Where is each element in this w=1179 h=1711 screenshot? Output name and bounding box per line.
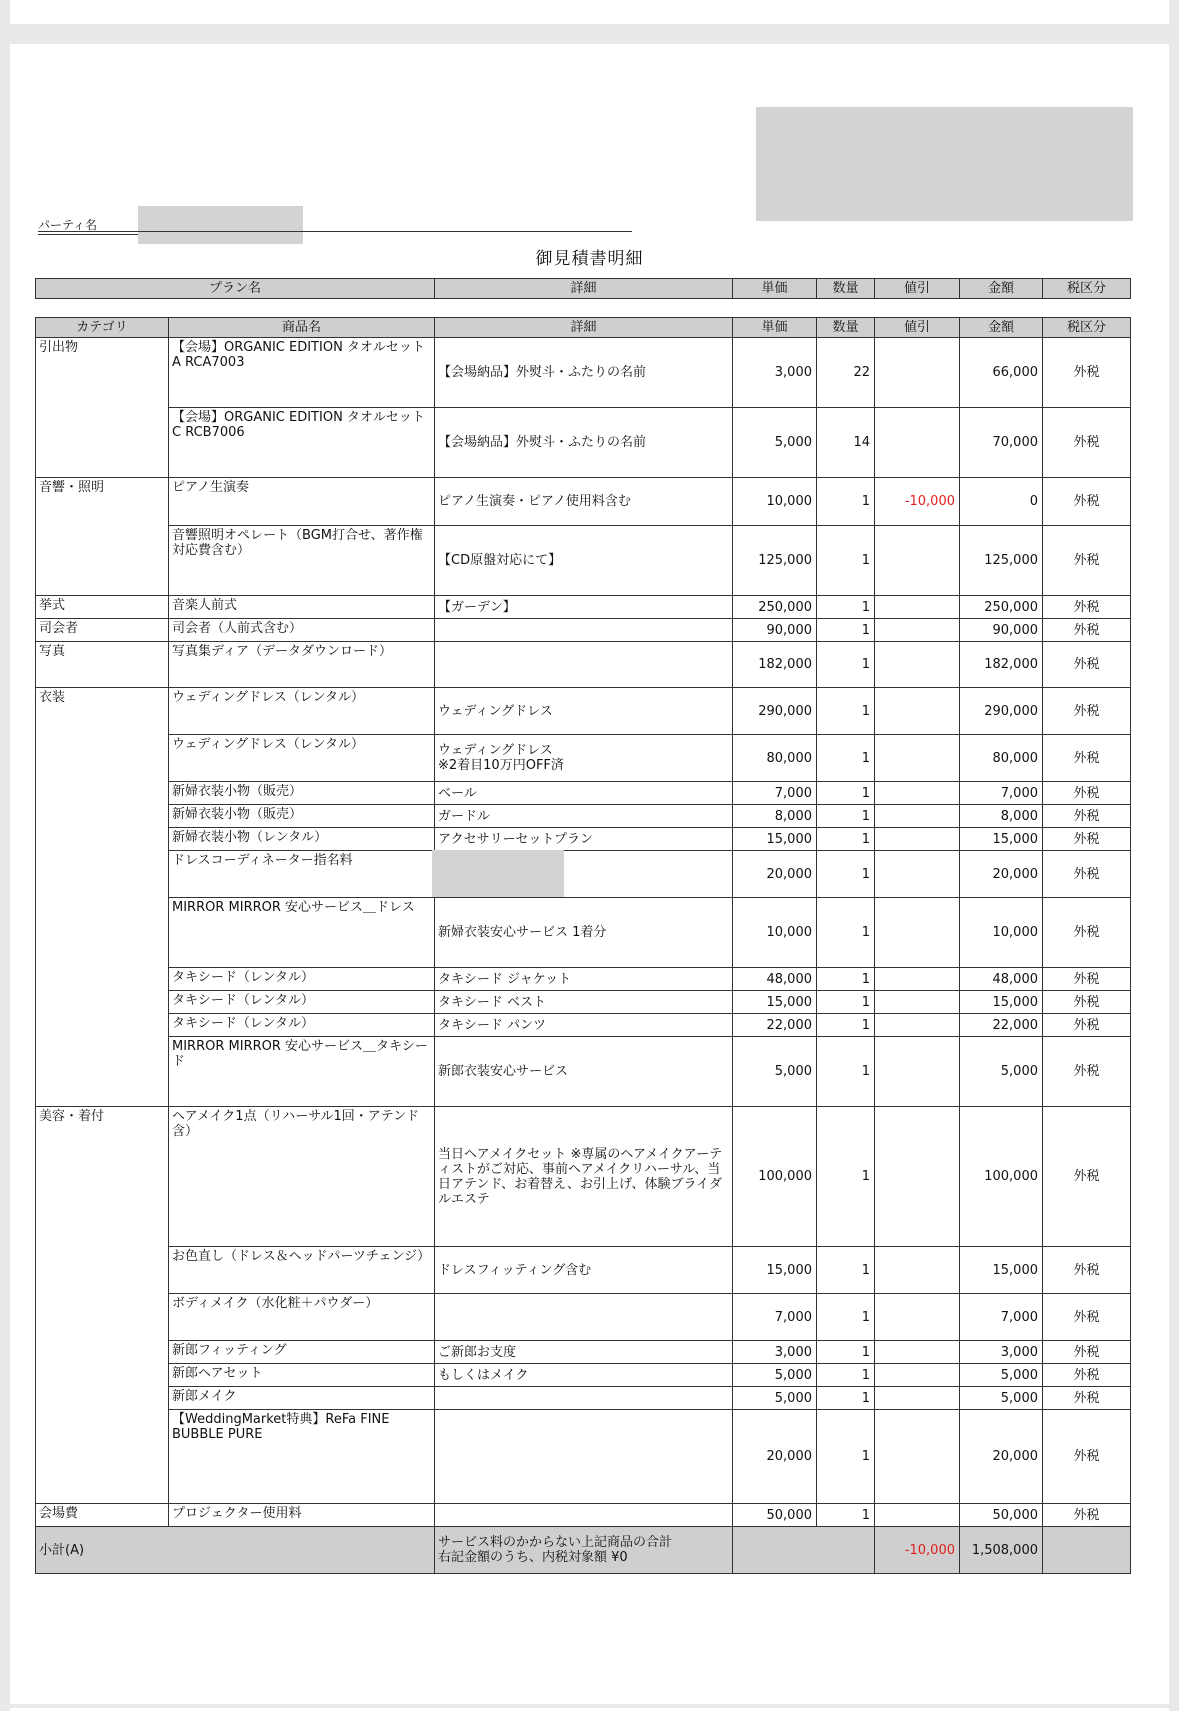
item-name-cell: MIRROR MIRROR 安心サービス＿タキシード xyxy=(169,1037,435,1107)
subtotal-empty-cell xyxy=(733,1527,875,1574)
table-row xyxy=(36,991,1131,1014)
tax-type-cell: 外税 xyxy=(1043,1247,1131,1294)
unit-price-cell: 5,000 xyxy=(733,1364,817,1387)
quantity-cell: 1 xyxy=(817,968,875,991)
category-cell: 挙式 xyxy=(36,596,169,619)
plan-header-cell: 金額 xyxy=(960,279,1043,299)
detail-cell: 【会場納品】外熨斗・ふたりの名前 xyxy=(435,408,733,478)
tax-type-cell: 外税 xyxy=(1043,1364,1131,1387)
detail-cell xyxy=(435,1294,733,1341)
amount-cell: 125,000 xyxy=(960,526,1043,596)
unit-price-cell: 15,000 xyxy=(733,991,817,1014)
item-name-cell: タキシード（レンタル） xyxy=(169,1014,435,1037)
quantity-cell: 22 xyxy=(817,338,875,408)
discount-cell xyxy=(875,642,960,688)
detail-cell xyxy=(435,1410,733,1504)
unit-price-cell: 3,000 xyxy=(733,338,817,408)
discount-cell xyxy=(875,1294,960,1341)
table-row xyxy=(36,1037,1131,1107)
detail-cell: ウェディングドレス ※2着目10万円OFF済 xyxy=(435,735,733,782)
tax-type-cell: 外税 xyxy=(1043,1387,1131,1410)
category-cell: 司会者 xyxy=(36,619,169,642)
plan-table xyxy=(35,278,1131,299)
discount-cell xyxy=(875,898,960,968)
item-name-cell: 【会場】ORGANIC EDITION タオルセットC RCB7006 xyxy=(169,408,435,478)
item-name-cell: タキシード（レンタル） xyxy=(169,968,435,991)
tax-type-cell: 外税 xyxy=(1043,735,1131,782)
quantity-cell: 1 xyxy=(817,1410,875,1504)
unit-price-cell: 125,000 xyxy=(733,526,817,596)
discount-cell xyxy=(875,1387,960,1410)
party-name-label: パーティ名 xyxy=(38,216,138,235)
item-name-cell: 音響照明オペレート（BGM打合せ、著作権対応費含む） xyxy=(169,526,435,596)
detail-cell xyxy=(435,1387,733,1410)
category-cell: 引出物 xyxy=(36,338,169,478)
detail-cell: 当日ヘアメイクセット ※専属のヘアメイクアーティストがご対応、事前ヘアメイクリハーサル、当日アテンド、お着替え、お引上げ、体験ブライダルエステ xyxy=(435,1107,733,1247)
detail-cell: タキシード ベスト xyxy=(435,991,733,1014)
item-name-cell: 新婦衣装小物（販売） xyxy=(169,782,435,805)
tax-type-cell: 外税 xyxy=(1043,1107,1131,1247)
tax-type-cell: 外税 xyxy=(1043,805,1131,828)
table-row xyxy=(36,1247,1131,1294)
amount-cell: 20,000 xyxy=(960,851,1043,898)
discount-cell xyxy=(875,1504,960,1527)
table-row xyxy=(36,338,1131,408)
unit-price-cell: 50,000 xyxy=(733,1504,817,1527)
unit-price-cell: 20,000 xyxy=(733,851,817,898)
table-row xyxy=(36,1294,1131,1341)
item-name-cell: 【会場】ORGANIC EDITION タオルセットA RCA7003 xyxy=(169,338,435,408)
table-row xyxy=(36,1364,1131,1387)
quantity-cell: 1 xyxy=(817,1294,875,1341)
detail-cell: 【会場納品】外熨斗・ふたりの名前 xyxy=(435,338,733,408)
discount-cell xyxy=(875,408,960,478)
detail-cell: ベール xyxy=(435,782,733,805)
amount-cell: 80,000 xyxy=(960,735,1043,782)
category-cell: 写真 xyxy=(36,642,169,688)
unit-price-cell: 10,000 xyxy=(733,898,817,968)
quantity-cell: 1 xyxy=(817,478,875,526)
detail-cell: アクセサリーセットプラン xyxy=(435,828,733,851)
tax-type-cell: 外税 xyxy=(1043,782,1131,805)
amount-cell: 5,000 xyxy=(960,1387,1043,1410)
document-title: 御見積書明細 xyxy=(535,249,644,269)
category-cell: 衣装 xyxy=(36,688,169,1107)
tax-type-cell: 外税 xyxy=(1043,1014,1131,1037)
quantity-cell: 1 xyxy=(817,1107,875,1247)
tax-type-cell: 外税 xyxy=(1043,596,1131,619)
quantity-cell: 1 xyxy=(817,1341,875,1364)
quantity-cell: 1 xyxy=(817,1364,875,1387)
tax-type-cell: 外税 xyxy=(1043,1341,1131,1364)
quantity-cell: 1 xyxy=(817,782,875,805)
amount-cell: 0 xyxy=(960,478,1043,526)
quantity-cell: 1 xyxy=(817,1504,875,1527)
plan-header-cell: プラン名 xyxy=(36,279,435,299)
subtotal-row xyxy=(36,1527,1131,1574)
item-name-cell: MIRROR MIRROR 安心サービス＿ドレス xyxy=(169,898,435,968)
discount-cell xyxy=(875,1014,960,1037)
discount-cell xyxy=(875,1107,960,1247)
tax-type-cell: 外税 xyxy=(1043,1037,1131,1107)
unit-price-cell: 100,000 xyxy=(733,1107,817,1247)
table-row xyxy=(36,735,1131,782)
detail-header-cell: カテゴリ xyxy=(36,318,169,338)
discount-cell xyxy=(875,735,960,782)
table-row xyxy=(36,478,1131,526)
tax-type-cell: 外税 xyxy=(1043,526,1131,596)
quantity-cell: 1 xyxy=(817,688,875,735)
subtotal-discount: -10,000 xyxy=(875,1527,960,1574)
tax-type-cell: 外税 xyxy=(1043,968,1131,991)
unit-price-cell: 5,000 xyxy=(733,408,817,478)
subtotal-note-line1: サービス料のかからない上記商品の合計 xyxy=(438,1535,673,1550)
tax-type-cell: 外税 xyxy=(1043,1410,1131,1504)
item-name-cell: 新婦衣装小物（販売） xyxy=(169,805,435,828)
tax-type-cell: 外税 xyxy=(1043,619,1131,642)
discount-cell xyxy=(875,805,960,828)
detail-header-cell: 商品名 xyxy=(169,318,435,338)
plan-header-cell: 値引 xyxy=(875,279,960,299)
unit-price-cell: 250,000 xyxy=(733,596,817,619)
discount-cell xyxy=(875,619,960,642)
quantity-cell: 1 xyxy=(817,619,875,642)
discount-cell: -10,000 xyxy=(875,478,960,526)
redacted-company-box xyxy=(756,107,1133,221)
item-name-cell: プロジェクター使用料 xyxy=(169,1504,435,1527)
table-row xyxy=(36,898,1131,968)
item-name-cell: タキシード（レンタル） xyxy=(169,991,435,1014)
tax-type-cell: 外税 xyxy=(1043,408,1131,478)
unit-price-cell: 15,000 xyxy=(733,828,817,851)
table-row xyxy=(36,1107,1131,1247)
detail-header-cell: 詳細 xyxy=(435,318,733,338)
detail-cell: ガードル xyxy=(435,805,733,828)
detail-cell xyxy=(435,1504,733,1527)
quantity-cell: 1 xyxy=(817,735,875,782)
item-name-cell: 写真集ディア（データダウンロード） xyxy=(169,642,435,688)
tax-type-cell: 外税 xyxy=(1043,991,1131,1014)
table-row xyxy=(36,688,1131,735)
unit-price-cell: 15,000 xyxy=(733,1247,817,1294)
table-row xyxy=(36,828,1131,851)
plan-table-header xyxy=(36,279,1131,299)
amount-cell: 7,000 xyxy=(960,1294,1043,1341)
tax-type-cell: 外税 xyxy=(1043,1294,1131,1341)
quantity-cell: 1 xyxy=(817,526,875,596)
amount-cell: 70,000 xyxy=(960,408,1043,478)
discount-cell xyxy=(875,596,960,619)
table-row xyxy=(36,1387,1131,1410)
quantity-cell: 1 xyxy=(817,1387,875,1410)
category-cell: 会場費 xyxy=(36,1504,169,1527)
subtotal-label: 小計(A) xyxy=(36,1527,435,1574)
item-name-cell: 新郎メイク xyxy=(169,1387,435,1410)
detail-cell: 新婦衣装安心サービス 1着分 xyxy=(435,898,733,968)
amount-cell: 5,000 xyxy=(960,1364,1043,1387)
tax-type-cell: 外税 xyxy=(1043,898,1131,968)
detail-header-cell: 単価 xyxy=(733,318,817,338)
detail-table-header xyxy=(36,318,1131,338)
tax-type-cell: 外税 xyxy=(1043,1504,1131,1527)
detail-table-body xyxy=(36,338,1131,1574)
amount-cell: 15,000 xyxy=(960,991,1043,1014)
unit-price-cell: 5,000 xyxy=(733,1037,817,1107)
unit-price-cell: 182,000 xyxy=(733,642,817,688)
table-row xyxy=(36,782,1131,805)
table-row xyxy=(36,408,1131,478)
detail-cell: タキシード パンツ xyxy=(435,1014,733,1037)
tax-type-cell: 外税 xyxy=(1043,828,1131,851)
quantity-cell: 1 xyxy=(817,898,875,968)
tax-type-cell: 外税 xyxy=(1043,642,1131,688)
unit-price-cell: 7,000 xyxy=(733,1294,817,1341)
unit-price-cell: 80,000 xyxy=(733,735,817,782)
amount-cell: 250,000 xyxy=(960,596,1043,619)
table-row xyxy=(36,526,1131,596)
amount-cell: 48,000 xyxy=(960,968,1043,991)
tax-type-cell: 外税 xyxy=(1043,688,1131,735)
table-row xyxy=(36,851,1131,898)
amount-cell: 22,000 xyxy=(960,1014,1043,1037)
table-row xyxy=(36,968,1131,991)
item-name-cell: ボディメイク（水化粧＋パウダー） xyxy=(169,1294,435,1341)
quantity-cell: 1 xyxy=(817,642,875,688)
amount-cell: 10,000 xyxy=(960,898,1043,968)
amount-cell: 20,000 xyxy=(960,1410,1043,1504)
discount-cell xyxy=(875,1341,960,1364)
plan-header-cell: 数量 xyxy=(817,279,875,299)
subtotal-note xyxy=(435,1527,733,1574)
amount-cell: 50,000 xyxy=(960,1504,1043,1527)
quantity-cell: 1 xyxy=(817,1037,875,1107)
item-name-cell: ウェディングドレス（レンタル） xyxy=(169,735,435,782)
detail-cell: ご新郎お支度 xyxy=(435,1341,733,1364)
amount-cell: 8,000 xyxy=(960,805,1043,828)
plan-header-cell: 税区分 xyxy=(1043,279,1131,299)
amount-cell: 15,000 xyxy=(960,1247,1043,1294)
subtotal-amount: 1,508,000 xyxy=(960,1527,1043,1574)
tax-type-cell: 外税 xyxy=(1043,338,1131,408)
discount-cell xyxy=(875,1410,960,1504)
item-name-cell: ドレスコーディネーター指名料 xyxy=(169,851,435,898)
discount-cell xyxy=(875,688,960,735)
subtotal-note-line2: 右記金額のうち、内税対象額 ¥0 xyxy=(438,1550,628,1565)
detail-cell: 【CD原盤対応にて】 xyxy=(435,526,733,596)
redacted-party-name xyxy=(138,206,303,244)
unit-price-cell: 3,000 xyxy=(733,1341,817,1364)
detail-cell: ピアノ生演奏・ピアノ使用料含む xyxy=(435,478,733,526)
discount-cell xyxy=(875,828,960,851)
category-cell: 美容・着付 xyxy=(36,1107,169,1504)
table-row xyxy=(36,1014,1131,1037)
table-row xyxy=(36,619,1131,642)
item-name-cell: 新郎フィッティング xyxy=(169,1341,435,1364)
detail-cell xyxy=(435,851,733,898)
unit-price-cell: 48,000 xyxy=(733,968,817,991)
detail-cell: ドレスフィッティング含む xyxy=(435,1247,733,1294)
tax-type-cell: 外税 xyxy=(1043,478,1131,526)
item-name-cell: 司会者（人前式含む） xyxy=(169,619,435,642)
amount-cell: 7,000 xyxy=(960,782,1043,805)
quantity-cell: 14 xyxy=(817,408,875,478)
item-name-cell: 新婦衣装小物（レンタル） xyxy=(169,828,435,851)
unit-price-cell: 10,000 xyxy=(733,478,817,526)
quantity-cell: 1 xyxy=(817,991,875,1014)
detail-cell: もしくはメイク xyxy=(435,1364,733,1387)
plan-header-cell: 単価 xyxy=(733,279,817,299)
item-name-cell: お色直し（ドレス＆ヘッドパーツチェンジ） xyxy=(169,1247,435,1294)
detail-cell xyxy=(435,642,733,688)
amount-cell: 3,000 xyxy=(960,1341,1043,1364)
amount-cell: 290,000 xyxy=(960,688,1043,735)
unit-price-cell: 5,000 xyxy=(733,1387,817,1410)
detail-header-cell: 金額 xyxy=(960,318,1043,338)
amount-cell: 15,000 xyxy=(960,828,1043,851)
amount-cell: 66,000 xyxy=(960,338,1043,408)
discount-cell xyxy=(875,782,960,805)
item-name-cell: ヘアメイク1点（リハーサル1回・アテンド含） xyxy=(169,1107,435,1247)
category-cell: 音響・照明 xyxy=(36,478,169,596)
table-row xyxy=(36,596,1131,619)
detail-cell xyxy=(435,619,733,642)
quantity-cell: 1 xyxy=(817,1247,875,1294)
subtotal-tax-empty xyxy=(1043,1527,1131,1574)
unit-price-cell: 20,000 xyxy=(733,1410,817,1504)
plan-header-cell: 詳細 xyxy=(435,279,733,299)
quantity-cell: 1 xyxy=(817,1014,875,1037)
detail-header-cell: 税区分 xyxy=(1043,318,1131,338)
item-name-cell: ウェディングドレス（レンタル） xyxy=(169,688,435,735)
tax-type-cell: 外税 xyxy=(1043,851,1131,898)
discount-cell xyxy=(875,968,960,991)
table-row xyxy=(36,1341,1131,1364)
table-row xyxy=(36,1410,1131,1504)
discount-cell xyxy=(875,526,960,596)
amount-cell: 90,000 xyxy=(960,619,1043,642)
unit-price-cell: 22,000 xyxy=(733,1014,817,1037)
discount-cell xyxy=(875,338,960,408)
discount-cell xyxy=(875,1247,960,1294)
redacted-coordinator-name xyxy=(432,850,564,897)
detail-cell: タキシード ジャケット xyxy=(435,968,733,991)
item-name-cell: 新郎ヘアセット xyxy=(169,1364,435,1387)
estimate-page xyxy=(10,44,1169,1704)
quantity-cell: 1 xyxy=(817,596,875,619)
table-row xyxy=(36,642,1131,688)
detail-header-cell: 数量 xyxy=(817,318,875,338)
amount-cell: 5,000 xyxy=(960,1037,1043,1107)
unit-price-cell: 90,000 xyxy=(733,619,817,642)
detail-cell: 新郎衣装安心サービス xyxy=(435,1037,733,1107)
item-name-cell: ピアノ生演奏 xyxy=(169,478,435,526)
discount-cell xyxy=(875,1364,960,1387)
previous-page-edge xyxy=(10,0,1169,24)
unit-price-cell: 8,000 xyxy=(733,805,817,828)
quantity-cell: 1 xyxy=(817,828,875,851)
table-row xyxy=(36,805,1131,828)
quantity-cell: 1 xyxy=(817,851,875,898)
amount-cell: 100,000 xyxy=(960,1107,1043,1247)
party-name-underline xyxy=(38,231,632,232)
detail-cell: 【ガーデン】 xyxy=(435,596,733,619)
discount-cell xyxy=(875,851,960,898)
table-row xyxy=(36,1504,1131,1527)
unit-price-cell: 7,000 xyxy=(733,782,817,805)
discount-cell xyxy=(875,1037,960,1107)
item-name-cell: 音楽人前式 xyxy=(169,596,435,619)
discount-cell xyxy=(875,991,960,1014)
detail-header-cell: 値引 xyxy=(875,318,960,338)
amount-cell: 182,000 xyxy=(960,642,1043,688)
estimate-detail-table xyxy=(35,317,1131,1574)
item-name-cell: 【WeddingMarket特典】ReFa FINE BUBBLE PURE xyxy=(169,1410,435,1504)
quantity-cell: 1 xyxy=(817,805,875,828)
detail-cell: ウェディングドレス xyxy=(435,688,733,735)
unit-price-cell: 290,000 xyxy=(733,688,817,735)
